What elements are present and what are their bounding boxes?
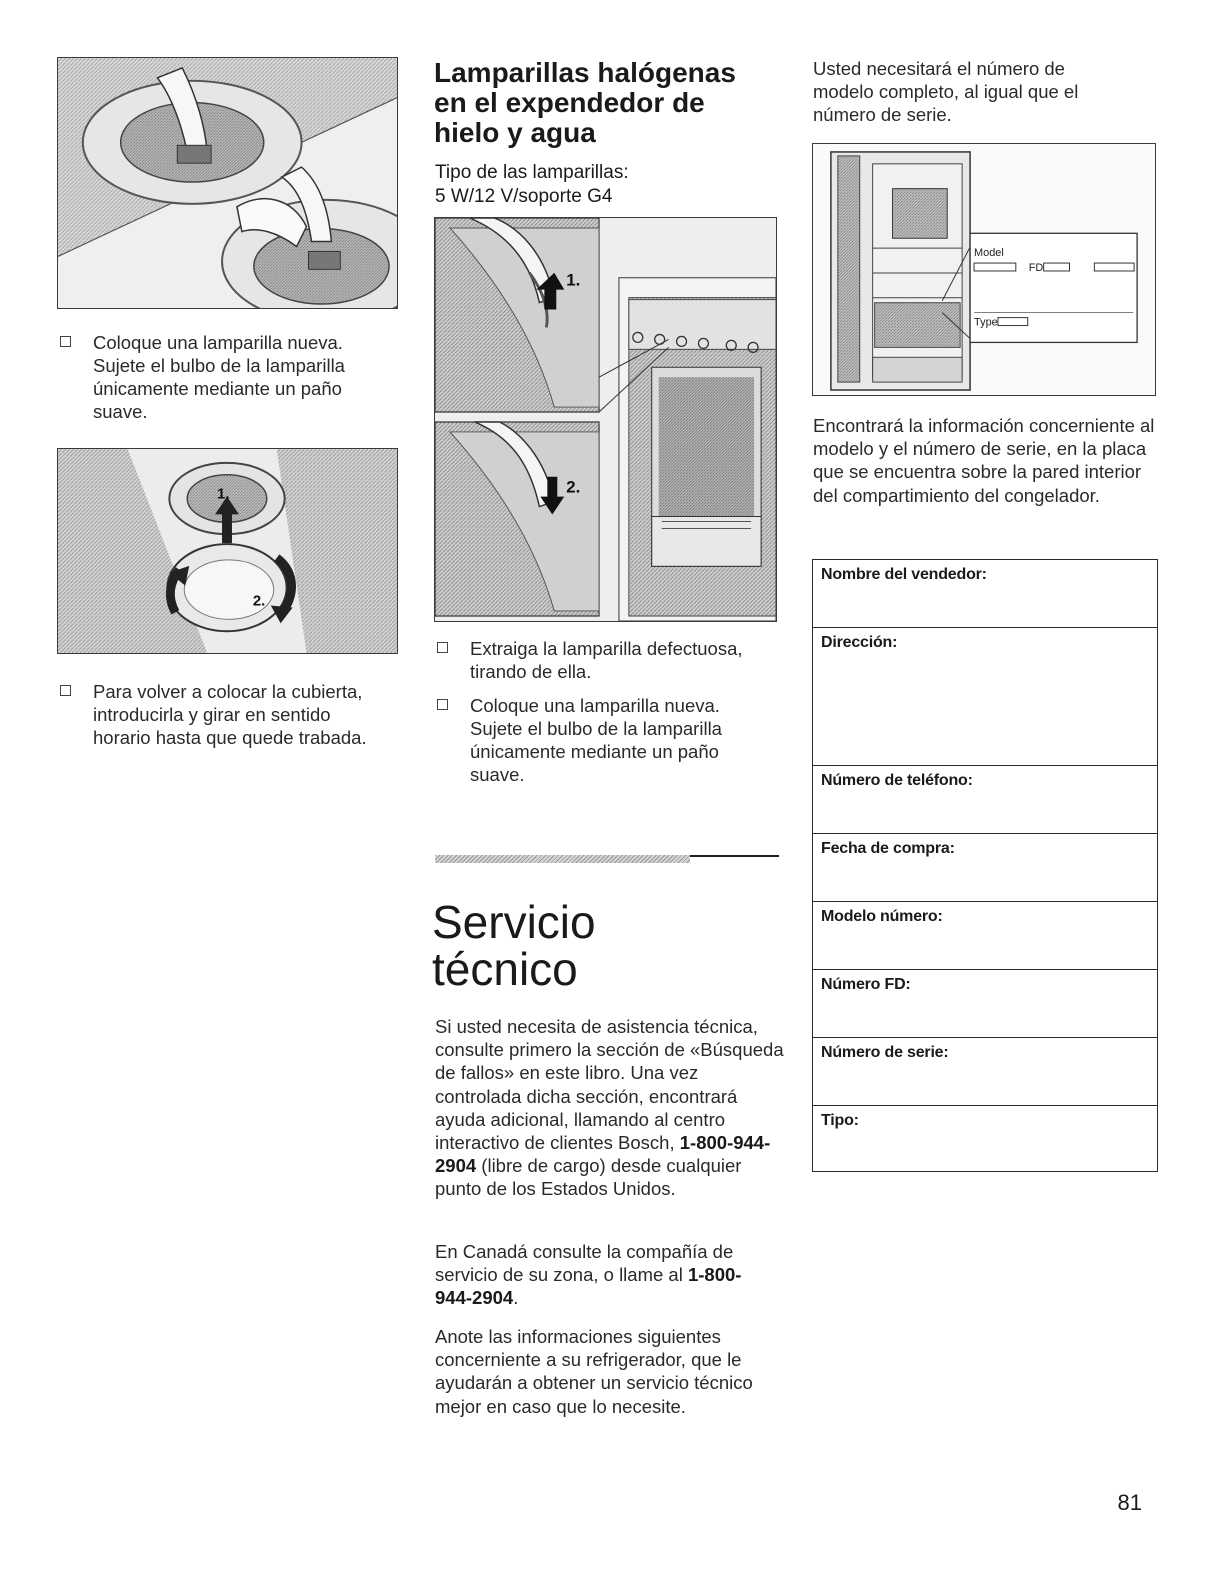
page-number: 81 xyxy=(1117,1490,1142,1515)
lamp-type-label: Tipo de las lamparillas: xyxy=(435,162,629,183)
left-bullet-2-text: Para volver a colocar la cubierta, introducirla y girar en sentido horario hasta que quede trabada. xyxy=(93,681,367,748)
middle-bullet-1 xyxy=(437,637,772,683)
figure-dispenser-lamp xyxy=(434,217,777,622)
figure-cover-reattach xyxy=(57,448,398,654)
field-address[interactable]: Dirección: xyxy=(813,627,1157,765)
lamp-type-value: 5 W/12 V/soporte G4 xyxy=(435,186,613,207)
service-phone-us: 1-800-944-2904 xyxy=(435,1132,771,1177)
figure2-label-2: 2. xyxy=(252,593,266,610)
plate-fd-label: FD xyxy=(1028,261,1044,274)
model-info: Encontrará la información concerniente al modelo y el número de serie, en la placa que se encuentra sobre la pared interior del compartimiento del congelador. xyxy=(813,415,1155,506)
figure-model-plate xyxy=(812,143,1156,396)
checkbox-bullet-icon xyxy=(437,642,448,653)
left-bullet-1 xyxy=(60,331,390,423)
service-phone-canada: 1-800-944-2904 xyxy=(435,1264,742,1309)
para2-text: En Canadá consulte la compañía de servicio de su zona, o llame al xyxy=(435,1241,734,1286)
plate-model-label: Model xyxy=(974,247,1004,260)
field-fd-number[interactable]: Número FD: xyxy=(813,969,1157,1037)
field-type[interactable]: Tipo: xyxy=(813,1105,1157,1171)
field-serial-number[interactable]: Número de serie: xyxy=(813,1037,1157,1105)
field-vendor[interactable]: Nombre del vendedor: xyxy=(821,566,987,583)
figure-label-2: 2. xyxy=(566,477,581,497)
checkbox-bullet-icon xyxy=(437,699,448,710)
service-info-table xyxy=(812,559,1158,1172)
lamp-heading: Lamparillas halógenas en el expendedor de hielo y agua xyxy=(434,57,736,148)
left-bullet-2 xyxy=(60,680,390,749)
left-bullet-1-text: Coloque una lamparilla nueva. Sujete el bulbo de la lamparilla únicamente mediante un paño suave. xyxy=(93,332,345,422)
field-purchase-date[interactable]: Fecha de compra: xyxy=(813,833,1157,901)
figure2-label-1: 1. xyxy=(217,486,230,503)
checkbox-bullet-icon xyxy=(60,336,71,347)
figure-label-1: 1. xyxy=(566,270,581,290)
checkbox-bullet-icon xyxy=(60,685,71,696)
para2-text-after: . xyxy=(513,1287,519,1309)
para1-text-after: (libre de cargo) desde cualquier punto de los Estados Unidos. xyxy=(435,1155,742,1200)
figure-lamp-replacement xyxy=(57,57,398,309)
middle-bullet-2 xyxy=(437,694,772,786)
middle-bullet-2-text: Coloque una lamparilla nueva. Sujete el bulbo de la lamparilla únicamente mediante un paño suave. xyxy=(470,695,722,785)
middle-bullet-1-text: Extraiga la lamparilla defectuosa, tirando de ella. xyxy=(470,638,743,682)
service-title-line1: Servicio xyxy=(432,896,596,948)
service-paragraph-3: Anote las informaciones siguientes concerniente a su refrigerador, que le ayudarán a obtener un servicio técnico mejor en caso que lo necesite. xyxy=(435,1326,753,1417)
field-model-number[interactable]: Modelo número: xyxy=(813,901,1157,969)
service-paragraph-1 xyxy=(435,1015,785,1201)
para1-text: Si usted necesita de asistencia técnica, consulte primero la sección de «Búsqueda de fallos» en este libro. Una vez controlada dicha sección, encontrará ayuda adicional, llamando al centro interactivo de clientes Bosch, xyxy=(435,1016,784,1154)
plate-type-label: Type xyxy=(974,316,998,329)
model-intro: Usted necesitará el número de modelo completo, al igual que el número de serie. xyxy=(813,58,1079,126)
field-phone[interactable]: Número de teléfono: xyxy=(813,765,1157,833)
service-title-line2: técnico xyxy=(432,943,578,995)
section-divider xyxy=(435,855,779,863)
service-paragraph-2 xyxy=(435,1240,775,1310)
